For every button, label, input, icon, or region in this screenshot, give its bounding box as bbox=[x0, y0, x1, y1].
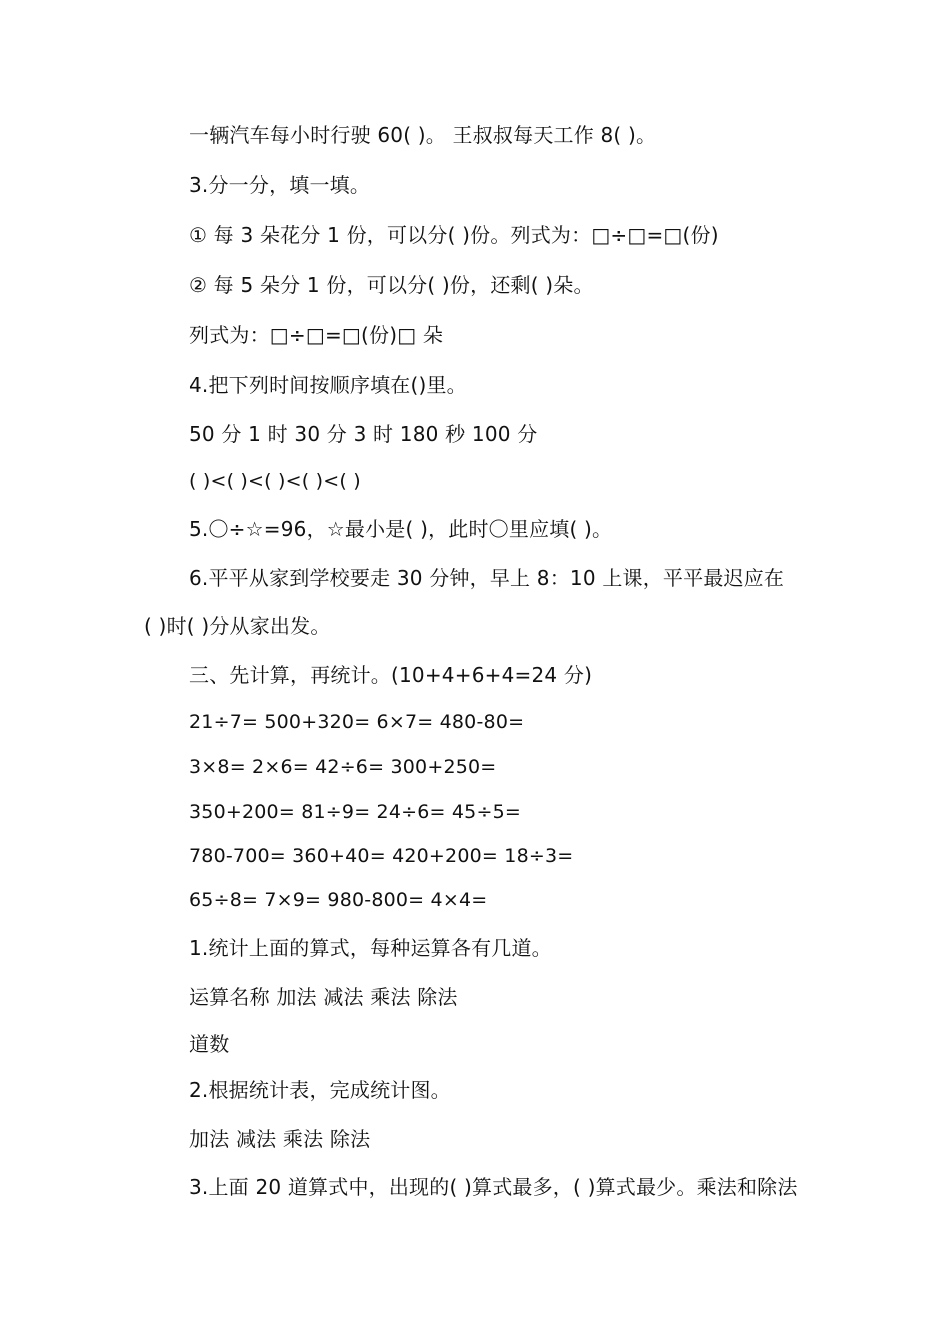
calc-row-4: 780-700= 360+40= 420+200= 18÷3= bbox=[189, 845, 574, 867]
stat-table-header: 运算名称 加法 减法 乘法 除法 bbox=[189, 985, 458, 1009]
question-3-heading: 3.分一分，填一填。 bbox=[189, 173, 371, 197]
fill-blank-units-line: 一辆汽车每小时行驶 60( )。 王叔叔每天工作 8( )。 bbox=[189, 123, 657, 147]
stat-question-3: 3.上面 20 道算式中，出现的( )算式最多，( )算式最少。乘法和除法 bbox=[189, 1175, 798, 1199]
question-3-part-2-formula: 列式为：□÷□=□(份)□ 朵 bbox=[189, 323, 444, 347]
stat-chart-categories: 加法 减法 乘法 除法 bbox=[189, 1127, 371, 1151]
question-3-part-1: ① 每 3 朵花分 1 份，可以分( )份。列式为：□÷□=□(份) bbox=[189, 223, 719, 247]
stat-question-1: 1.统计上面的算式，每种运算各有几道。 bbox=[189, 936, 552, 960]
calc-row-5: 65÷8= 7×9= 980-800= 4×4= bbox=[189, 889, 488, 911]
stat-question-2: 2.根据统计表，完成统计图。 bbox=[189, 1078, 451, 1102]
stat-table-count-label: 道数 bbox=[189, 1032, 230, 1056]
question-5: 5.〇÷☆=96，☆最小是( )，此时〇里应填( )。 bbox=[189, 517, 613, 541]
question-3-part-2: ② 每 5 朵分 1 份，可以分( )份，还剩( )朵。 bbox=[189, 273, 594, 297]
question-6-line-1: 6.平平从家到学校要走 30 分钟，早上 8：10 上课，平平最迟应在 bbox=[189, 566, 785, 590]
question-4-times: 50 分 1 时 30 分 3 时 180 秒 100 分 bbox=[189, 422, 538, 446]
section-3-heading: 三、先计算，再统计。(10+4+6+4=24 分) bbox=[189, 663, 593, 687]
question-6-line-2: ( )时( )分从家出发。 bbox=[144, 614, 331, 638]
calc-row-2: 3×8= 2×6= 42÷6= 300+250= bbox=[189, 756, 497, 778]
question-4-order-blanks: ( )<( )<( )<( )<( ) bbox=[189, 470, 361, 492]
calc-row-3: 350+200= 81÷9= 24÷6= 45÷5= bbox=[189, 801, 522, 823]
calc-row-1: 21÷7= 500+320= 6×7= 480-80= bbox=[189, 711, 525, 733]
question-4-heading: 4.把下列时间按顺序填在()里。 bbox=[189, 373, 467, 397]
